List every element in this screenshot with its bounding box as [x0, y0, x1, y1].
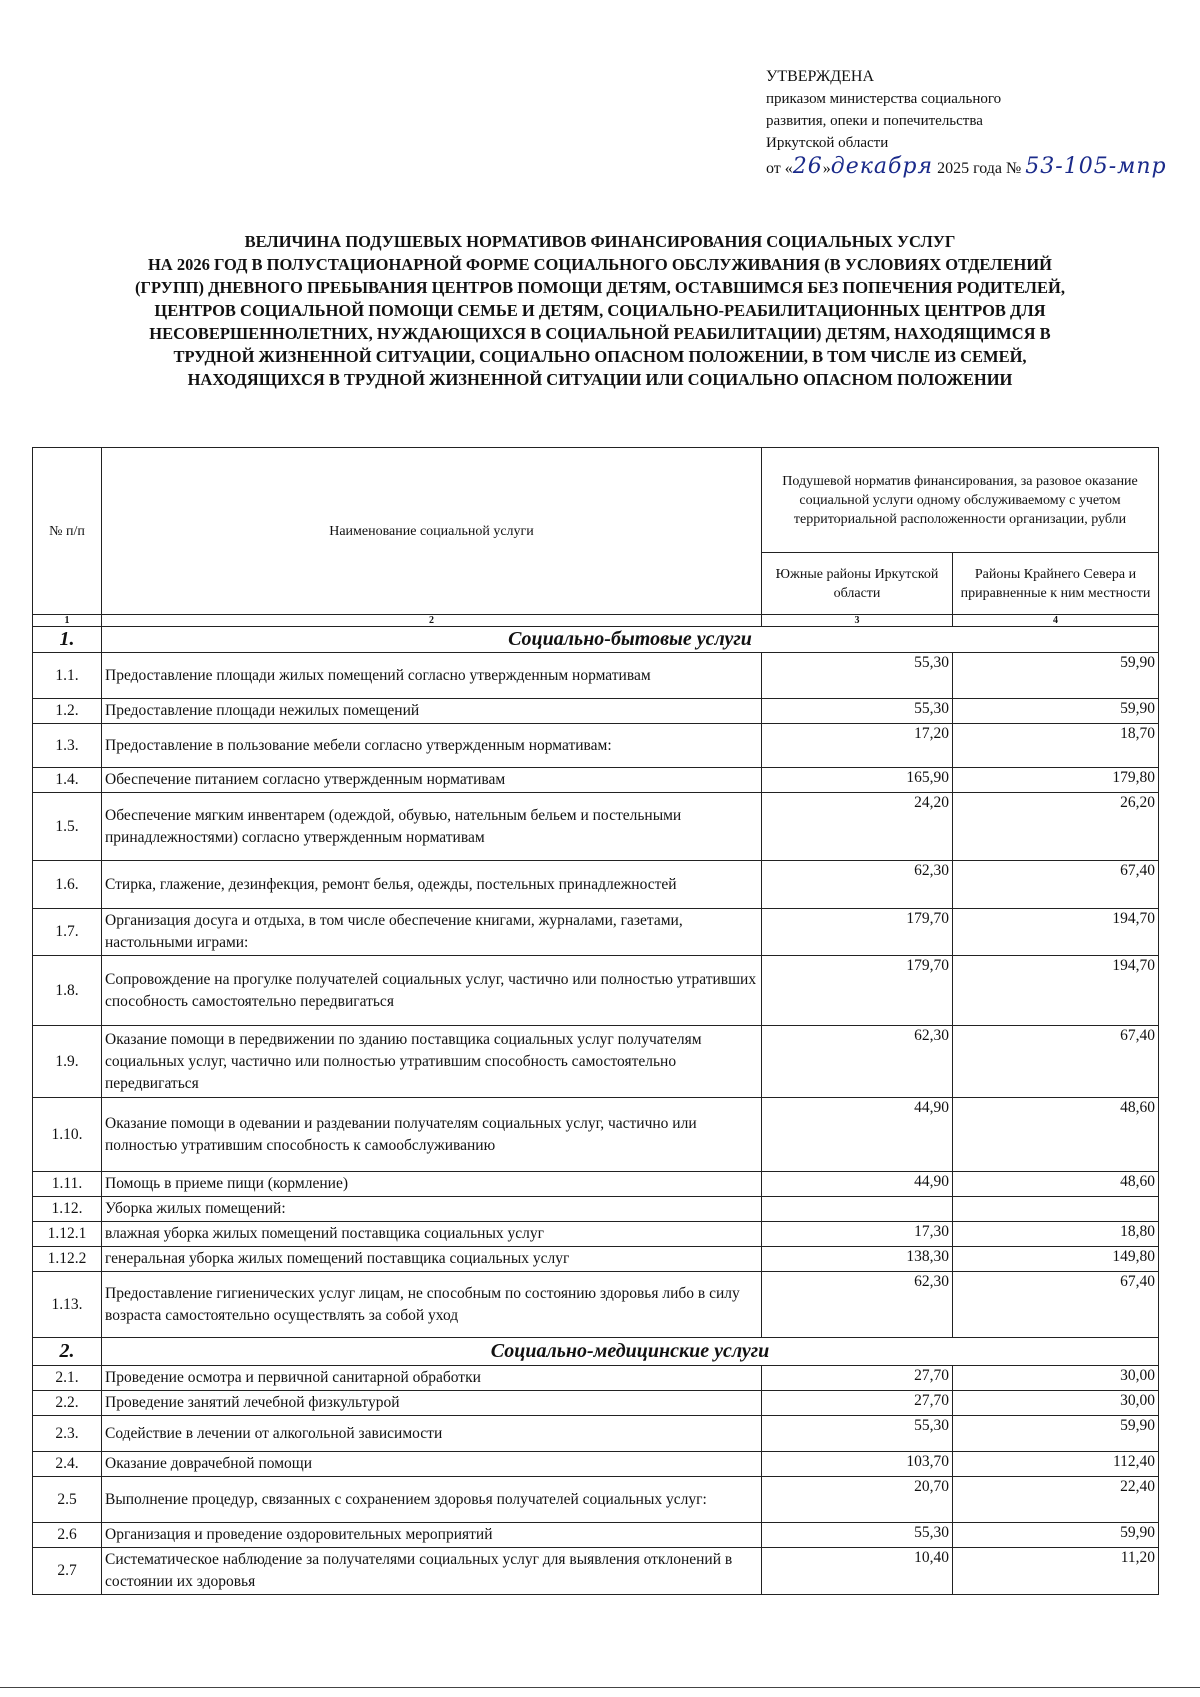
row-south: 20,70	[762, 1477, 953, 1523]
table-row	[33, 1098, 1159, 1172]
row-north: 59,90	[953, 699, 1159, 724]
row-num: 2.7	[33, 1548, 102, 1595]
table-row	[33, 1172, 1159, 1197]
table-row	[33, 653, 1159, 699]
section-num: 2.	[33, 1338, 102, 1366]
table-row	[33, 1026, 1159, 1098]
row-north: 194,70	[953, 909, 1159, 956]
row-num: 1.9.	[33, 1026, 102, 1098]
row-name: влажная уборка жилых помещений поставщика социальных услуг	[102, 1222, 762, 1247]
row-num: 2.2.	[33, 1391, 102, 1416]
table-row	[33, 1548, 1159, 1595]
header-south: Южные районы Иркутской области	[762, 553, 953, 615]
row-north: 18,80	[953, 1222, 1159, 1247]
title-line-1: ВЕЛИЧИНА ПОДУШЕВЫХ НОРМАТИВОВ ФИНАНСИРОВАНИЯ СОЦИАЛЬНЫХ УСЛУГ	[244, 232, 956, 251]
title-line-7: НАХОДЯЩИХСЯ В ТРУДНОЙ ЖИЗНЕННОЙ СИТУАЦИИ ИЛИ СОЦИАЛЬНО ОПАСНОМ ПОЛОЖЕНИИ	[187, 370, 1013, 389]
row-north: 11,20	[953, 1548, 1159, 1595]
row-north: 30,00	[953, 1366, 1159, 1391]
row-south: 44,90	[762, 1098, 953, 1172]
col-number-2: 2	[102, 615, 762, 627]
approval-number: 53-105-мпр	[1025, 154, 1167, 179]
row-name: Обеспечение мягким инвентарем (одеждой, обувью, нательным бельем и постельными принадлежностями) согласно утвержденным нормативам	[102, 793, 762, 861]
col-number-1: 1	[33, 615, 102, 627]
row-name: Предоставление гигиенических услуг лицам, не способным по состоянию здоровья либо в силу возраста самостоятельно осуществлять за собой уход	[102, 1272, 762, 1338]
table-row	[33, 1272, 1159, 1338]
row-north: 18,70	[953, 724, 1159, 768]
row-name: Оказание помощи в одевании и раздевании получателям социальных услуг, частично или полностью утратившим способность к самообслуживанию	[102, 1098, 762, 1172]
table-row	[33, 1452, 1159, 1477]
row-num: 1.4.	[33, 768, 102, 793]
row-name: Уборка жилых помещений:	[102, 1197, 762, 1222]
table-row	[33, 1477, 1159, 1523]
header-north: Районы Крайнего Севера и приравненные к ним местности	[953, 553, 1159, 615]
table-row	[33, 1416, 1159, 1452]
norms-table	[32, 447, 1159, 1595]
row-north: 149,80	[953, 1247, 1159, 1272]
table-row	[33, 699, 1159, 724]
row-north	[953, 1197, 1159, 1222]
table-row	[33, 861, 1159, 909]
row-num: 2.5	[33, 1477, 102, 1523]
row-south: 10,40	[762, 1548, 953, 1595]
row-name: Организация и проведение оздоровительных мероприятий	[102, 1523, 762, 1548]
row-name: генеральная уборка жилых помещений поставщика социальных услуг	[102, 1247, 762, 1272]
row-north: 67,40	[953, 861, 1159, 909]
section-name: Социально-медицинские услуги	[102, 1338, 1159, 1366]
table-row	[33, 1197, 1159, 1222]
row-north: 194,70	[953, 956, 1159, 1026]
row-north: 30,00	[953, 1391, 1159, 1416]
col-number-4: 4	[953, 615, 1159, 627]
row-name: Оказание помощи в передвижении по зданию поставщика социальных услуг получателям социальных услуг, частично или полностью утратившим способность самостоятельно передвигаться	[102, 1026, 762, 1098]
row-num: 1.1.	[33, 653, 102, 699]
row-name: Выполнение процедур, связанных с сохранением здоровья получателей социальных услуг:	[102, 1477, 762, 1523]
row-num: 1.2.	[33, 699, 102, 724]
row-name: Систематическое наблюдение за получателями социальных услуг для выявления отклонений в состоянии их здоровья	[102, 1548, 762, 1595]
row-south: 44,90	[762, 1172, 953, 1197]
section-num: 1.	[33, 627, 102, 653]
approval-date-line	[766, 156, 1167, 180]
row-south: 62,30	[762, 1272, 953, 1338]
row-num: 1.12.	[33, 1197, 102, 1222]
col-number-3: 3	[762, 615, 953, 627]
title-line-2: НА 2026 ГОД В ПОЛУСТАЦИОНАРНОЙ ФОРМЕ СОЦИАЛЬНОГО ОБСЛУЖИВАНИЯ (В УСЛОВИЯХ ОТДЕЛЕНИЙ	[147, 255, 1053, 274]
header-num: № п/п	[33, 448, 102, 615]
header-group: Подушевой норматив финансирования, за разовое оказание социальной услуги одному обслуживаемому с учетом территориальной расположенности организации, рубли	[762, 448, 1159, 553]
row-num: 2.4.	[33, 1452, 102, 1477]
row-name: Оказание доврачебной помощи	[102, 1452, 762, 1477]
row-name: Проведение осмотра и первичной санитарной обработки	[102, 1366, 762, 1391]
row-north: 112,40	[953, 1452, 1159, 1477]
row-name: Предоставление площади жилых помещений согласно утвержденным нормативам	[102, 653, 762, 699]
row-name: Предоставление в пользование мебели согласно утвержденным нормативам:	[102, 724, 762, 768]
table-row	[33, 956, 1159, 1026]
row-south: 55,30	[762, 653, 953, 699]
row-south: 17,30	[762, 1222, 953, 1247]
row-north: 26,20	[953, 793, 1159, 861]
row-north: 67,40	[953, 1026, 1159, 1098]
row-north: 59,90	[953, 1523, 1159, 1548]
page-bottom-edge	[0, 1687, 1200, 1688]
table-row	[33, 1391, 1159, 1416]
table-row	[33, 724, 1159, 768]
section-name: Социально-бытовые услуги	[102, 627, 1159, 653]
section-row	[33, 627, 1159, 653]
row-north: 59,90	[953, 653, 1159, 699]
table-row	[33, 1222, 1159, 1247]
approval-heading: УТВЕРЖДЕНА	[766, 68, 875, 85]
row-num: 1.11.	[33, 1172, 102, 1197]
row-south: 17,20	[762, 724, 953, 768]
table-row	[33, 1247, 1159, 1272]
row-south: 27,70	[762, 1391, 953, 1416]
row-name: Помощь в приеме пищи (кормление)	[102, 1172, 762, 1197]
row-num: 2.1.	[33, 1366, 102, 1391]
approval-line-1: приказом министерства социального	[766, 91, 1002, 107]
document-title	[30, 230, 1170, 391]
title-line-3: (ГРУПП) ДНЕВНОГО ПРЕБЫВАНИЯ ЦЕНТРОВ ПОМОЩИ ДЕТЯМ, ОСТАВШИМСЯ БЕЗ ПОПЕЧЕНИЯ РОДИТЕЛЕЙ,	[135, 278, 1065, 297]
row-name: Сопровождение на прогулке получателей социальных услуг, частично или полностью утративших способность самостоятельно передвигаться	[102, 956, 762, 1026]
row-south: 165,90	[762, 768, 953, 793]
approval-from: от «	[766, 160, 793, 177]
row-south: 62,30	[762, 861, 953, 909]
row-south: 62,30	[762, 1026, 953, 1098]
row-num: 1.13.	[33, 1272, 102, 1338]
title-line-4: ЦЕНТРОВ СОЦИАЛЬНОЙ ПОМОЩИ СЕМЬЕ И ДЕТЯМ, СОЦИАЛЬНО-РЕАБИЛИТАЦИОННЫХ ЦЕНТРОВ ДЛЯ	[154, 301, 1046, 320]
approval-line-3: Иркутской области	[766, 135, 889, 151]
row-name: Обеспечение питанием согласно утвержденным нормативам	[102, 768, 762, 793]
row-south	[762, 1197, 953, 1222]
row-north: 67,40	[953, 1272, 1159, 1338]
row-num: 1.8.	[33, 956, 102, 1026]
row-south: 55,30	[762, 699, 953, 724]
row-south: 24,20	[762, 793, 953, 861]
column-number-row	[33, 615, 1159, 627]
row-south: 55,30	[762, 1416, 953, 1452]
header-name: Наименование социальной услуги	[102, 448, 762, 615]
approval-day: 26	[792, 154, 823, 179]
row-num: 1.12.1	[33, 1222, 102, 1247]
row-north: 48,60	[953, 1098, 1159, 1172]
row-south: 55,30	[762, 1523, 953, 1548]
approval-stamp	[766, 66, 1167, 180]
title-line-5: НЕСОВЕРШЕННОЛЕТНИХ, НУЖДАЮЩИХСЯ В СОЦИАЛЬНОЙ РЕАБИЛИТАЦИИ) ДЕТЯМ, НАХОДЯЩИМСЯ В	[149, 324, 1051, 343]
row-name: Содействие в лечении от алкогольной зависимости	[102, 1416, 762, 1452]
table-row	[33, 793, 1159, 861]
approval-mid: »	[822, 160, 831, 177]
row-num: 1.12.2	[33, 1247, 102, 1272]
table-row	[33, 1366, 1159, 1391]
section-row	[33, 1338, 1159, 1366]
approval-line-2: развития, опеки и попечительства	[766, 113, 983, 129]
row-num: 2.3.	[33, 1416, 102, 1452]
row-num: 1.7.	[33, 909, 102, 956]
table-row	[33, 1523, 1159, 1548]
header-row	[33, 448, 1159, 553]
row-north: 59,90	[953, 1416, 1159, 1452]
row-south: 27,70	[762, 1366, 953, 1391]
row-name: Стирка, глажение, дезинфекция, ремонт белья, одежды, постельных принадлежностей	[102, 861, 762, 909]
row-south: 103,70	[762, 1452, 953, 1477]
approval-year: 2025 года №	[937, 160, 1022, 177]
row-name: Организация досуга и отдыха, в том числе обеспечение книгами, журналами, газетами, настольными играми:	[102, 909, 762, 956]
row-num: 1.5.	[33, 793, 102, 861]
title-line-6: ТРУДНОЙ ЖИЗНЕННОЙ СИТУАЦИИ, СОЦИАЛЬНО ОПАСНОМ ПОЛОЖЕНИИ, В ТОМ ЧИСЛЕ ИЗ СЕМЕЙ,	[173, 347, 1027, 366]
row-south: 138,30	[762, 1247, 953, 1272]
row-north: 48,60	[953, 1172, 1159, 1197]
row-num: 1.6.	[33, 861, 102, 909]
row-num: 1.10.	[33, 1098, 102, 1172]
row-name: Предоставление площади нежилых помещений	[102, 699, 762, 724]
table-row	[33, 909, 1159, 956]
row-south: 179,70	[762, 909, 953, 956]
row-north: 179,80	[953, 768, 1159, 793]
row-north: 22,40	[953, 1477, 1159, 1523]
table-row	[33, 768, 1159, 793]
row-name: Проведение занятий лечебной физкультурой	[102, 1391, 762, 1416]
row-num: 2.6	[33, 1523, 102, 1548]
approval-month: декабря	[830, 154, 934, 179]
row-num: 1.3.	[33, 724, 102, 768]
row-south: 179,70	[762, 956, 953, 1026]
